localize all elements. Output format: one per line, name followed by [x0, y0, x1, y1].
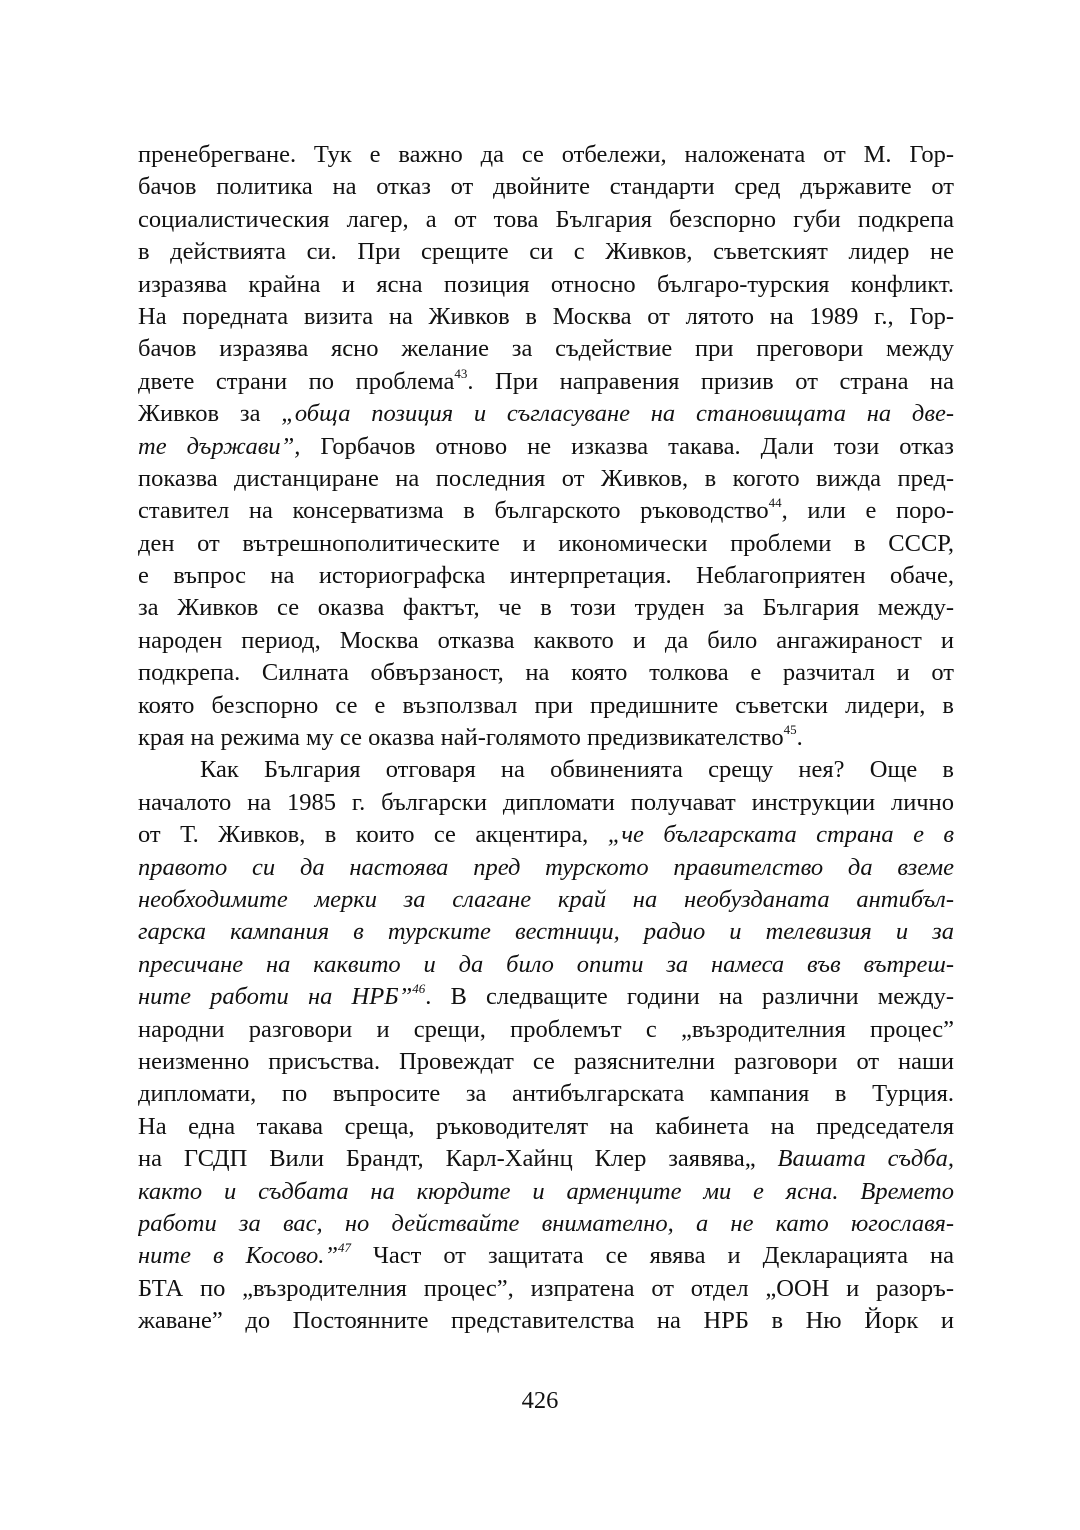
italic-quote: пресичане на каквито и да било опити за намеса във вътреш- [138, 950, 954, 978]
italic-quote: гарска кампания в турските вестници, радио и телевизия и за [138, 918, 954, 946]
text-run: изразява крайна и ясна позиция относно българо-турския конфликт. [138, 270, 954, 298]
text-line [138, 949, 954, 981]
text-line [138, 592, 954, 624]
text-run: . При направения призив от страна на [467, 367, 954, 395]
text-run: показва дистанциране на последния от Живков, в когото вижда пред- [138, 464, 954, 492]
text-line [138, 787, 954, 819]
text-line [138, 171, 954, 203]
text-line [138, 1176, 954, 1208]
text-line [138, 236, 954, 268]
text-line [138, 1111, 954, 1143]
text-run: ставител на консерватизма в българското ръководство [138, 497, 769, 525]
text-line [138, 657, 954, 689]
text-run: която безспорно се е възползвал при предишните съветски лидери, в [138, 691, 954, 719]
text-run: ден от вътрешнополитическите и икономически проблеми в СССР, [138, 529, 954, 557]
text-run: края на режима му се оказва най-голямото предизвикателство [138, 724, 784, 752]
text-run: двете страни по проблема [138, 367, 455, 395]
text-line [138, 204, 954, 236]
text-run: подкрепа. Силната обвързаност, на която толкова е разчитал и от [138, 659, 954, 687]
text-line [138, 560, 954, 592]
text-run: Горбачов отново не изказва такава. Дали този отказ [300, 432, 954, 460]
text-line [138, 1208, 954, 1240]
text-run: за Живков се оказва фактът, че в този труден за България между- [138, 594, 954, 622]
text-run: социалистическия лагер, а от това България безспорно губи подкрепа [138, 205, 954, 233]
text-line [138, 366, 954, 398]
text-line [138, 1046, 954, 1078]
text-line [138, 981, 954, 1013]
italic-quote: Вашата съдба, [777, 1145, 954, 1173]
text-run: началото на 1985 г. български дипломати получават инструкции лично [138, 788, 954, 816]
text-run: от Т. Живков, в които се акцентира, [138, 821, 608, 849]
text-run: БТА по „възродителния процес”, изпратена от отдел „ООН и разоръ- [138, 1274, 954, 1302]
text-run: бачов изразява ясно желание за съдействие при преговори между [138, 335, 954, 363]
text-line [138, 722, 954, 754]
italic-quote: те държави”, [138, 432, 301, 460]
text-run: . [796, 724, 803, 752]
body-text [138, 139, 954, 1337]
text-line [138, 398, 954, 430]
text-run: пренебрегване. Тук е важно да се отбележи, наложената от М. Гор- [138, 141, 954, 168]
italic-quote: ните работи на НРБ” [138, 983, 413, 1011]
italic-quote: правото си да настоява пред турското правителство да вземе [138, 853, 954, 881]
text-line [138, 852, 954, 884]
text-line [138, 819, 954, 851]
text-line [138, 1078, 954, 1110]
footnote-ref: 44 [768, 495, 782, 511]
text-run: народен период, Москва отказва каквото и да било ангажираност и [138, 626, 954, 654]
text-line [138, 139, 954, 171]
text-line [138, 528, 954, 560]
text-line [138, 431, 954, 463]
italic-quote: работи за вас, но действайте внимателно, а не като югославя- [138, 1209, 954, 1237]
text-run: неизменно присъства. Провеждат се разяснителни разговори от наши [138, 1047, 954, 1075]
text-run: Част от защитата се явява и Декларацията на [351, 1242, 954, 1270]
text-run: На една такава среща, ръководителят на кабинета на председателя [138, 1112, 954, 1140]
text-run: Как България отговаря на обвиненията срещу нея? Още в [200, 756, 954, 784]
text-line [138, 1273, 954, 1305]
text-run: жаване” до Постоянните представителства на НРБ в Ню Йорк и [138, 1307, 954, 1335]
italic-quote: ните в Косово.” [138, 1242, 338, 1270]
footnote-ref: 46 [412, 981, 426, 997]
italic-quote: „обща позиция и съгласуване на становищата на две- [281, 400, 954, 428]
footnote-ref: 45 [783, 722, 797, 738]
footnote-ref: 43 [454, 365, 468, 381]
text-line [138, 495, 954, 527]
text-line [138, 1240, 954, 1272]
text-line [138, 1143, 954, 1175]
text-run: народни разговори и срещи, проблемът с „възродителния процес” [138, 1015, 954, 1043]
text-line [138, 1305, 954, 1337]
text-run: на ГСДП Вили Брандт, Карл-Хайнц Клер заявява„ [138, 1145, 778, 1173]
italic-quote: „че българската страна е в [607, 821, 954, 849]
text-line [138, 884, 954, 916]
text-run: бачов политика на отказ от двойните стандарти сред държавите от [138, 173, 954, 201]
text-run: . В следващите години на различни между- [425, 983, 954, 1011]
text-run: Живков за [138, 400, 282, 428]
text-run: дипломати, по въпросите за антибългарската кампания в Турция. [138, 1080, 954, 1108]
page-number: 426 [521, 1387, 559, 1414]
text-line [138, 269, 954, 301]
text-run: , или е поро- [781, 497, 954, 525]
text-line [138, 301, 954, 333]
text-line [138, 1014, 954, 1046]
text-line [138, 333, 954, 365]
footnote-ref: 47 [338, 1240, 351, 1256]
text-run: На поредната визита на Живков в Москва от лятото на 1989 г., Гор- [138, 302, 954, 330]
text-line [138, 754, 954, 786]
text-run: в действията си. При срещите си с Живков, съветският лидер не [138, 238, 954, 266]
text-line [138, 463, 954, 495]
italic-quote: както и съдбата на кюрдите и арменците ми е ясна. Времето [138, 1177, 954, 1205]
italic-quote: необходимите мерки за слагане край на необузданата антибъл- [138, 885, 954, 913]
text-run: е въпрос на историографска интерпретация. Неблагоприятен обаче, [138, 562, 954, 590]
text-line [138, 625, 954, 657]
text-line [138, 690, 954, 722]
text-line [138, 916, 954, 948]
